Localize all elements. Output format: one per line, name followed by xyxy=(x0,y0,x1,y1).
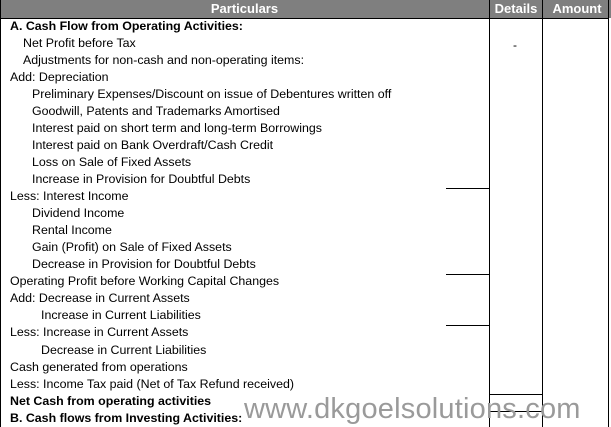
row-preliminary-expenses: Preliminary Expenses/Discount on issue of Debentures written off xyxy=(32,87,392,101)
row-operating-profit: Operating Profit before Working Capital Changes xyxy=(10,274,280,288)
row-rental-income: Rental Income xyxy=(32,223,112,237)
row-loss-on-sale: Loss on Sale of Fixed Assets xyxy=(32,155,192,169)
particulars-header: Particulars xyxy=(0,0,489,18)
row-adjustments-heading: Adjustments for non-cash and non-operating items: xyxy=(23,53,305,67)
row-dividend-income: Dividend Income xyxy=(32,206,125,220)
amount-column-divider xyxy=(542,0,543,427)
row-cash-generated: Cash generated from operations xyxy=(10,360,188,374)
table-right-border xyxy=(608,0,609,427)
row-add-decrease-assets: Add: Decrease in Current Assets xyxy=(10,291,190,305)
subtotal-rule xyxy=(446,274,489,275)
table-left-border xyxy=(0,0,1,427)
subtotal-rule xyxy=(446,325,489,326)
row-interest-overdraft: Interest paid on Bank Overdraft/Cash Credit xyxy=(32,138,274,152)
row-increase-provision: Increase in Provision for Doubtful Debts xyxy=(32,172,251,186)
details-net-profit-value: - xyxy=(513,38,517,52)
row-decrease-liabilities: Decrease in Current Liabilities xyxy=(41,343,207,357)
row-goodwill-amortised: Goodwill, Patents and Trademarks Amortised xyxy=(32,104,280,118)
row-decrease-provision: Decrease in Provision for Doubtful Debts xyxy=(32,257,256,271)
details-column-divider xyxy=(489,0,490,427)
details-header: Details xyxy=(490,0,542,18)
section-b-heading: B. Cash flows from Investing Activities: xyxy=(10,411,243,425)
row-less-increase-assets: Less: Increase in Current Assets xyxy=(10,325,189,339)
subtotal-rule xyxy=(446,188,489,189)
watermark-text: www.dkgoelsolutions.com xyxy=(244,393,581,425)
section-a-heading: A. Cash Flow from Operating Activities: xyxy=(10,19,243,33)
row-gain-on-sale: Gain (Profit) on Sale of Fixed Assets xyxy=(32,240,232,254)
row-net-cash-operating: Net Cash from operating activities xyxy=(10,394,212,408)
row-interest-borrowings: Interest paid on short term and long-term Borrowings xyxy=(32,121,322,135)
row-increase-liabilities: Increase in Current Liabilities xyxy=(41,308,201,322)
row-less-interest-income: Less: Interest Income xyxy=(10,189,129,203)
row-add-depreciation: Add: Depreciation xyxy=(10,70,109,84)
amount-header: Amount xyxy=(543,0,611,18)
row-net-profit-before-tax: Net Profit before Tax xyxy=(23,36,136,50)
row-income-tax-paid: Less: Income Tax paid (Net of Tax Refund received) xyxy=(10,377,294,391)
